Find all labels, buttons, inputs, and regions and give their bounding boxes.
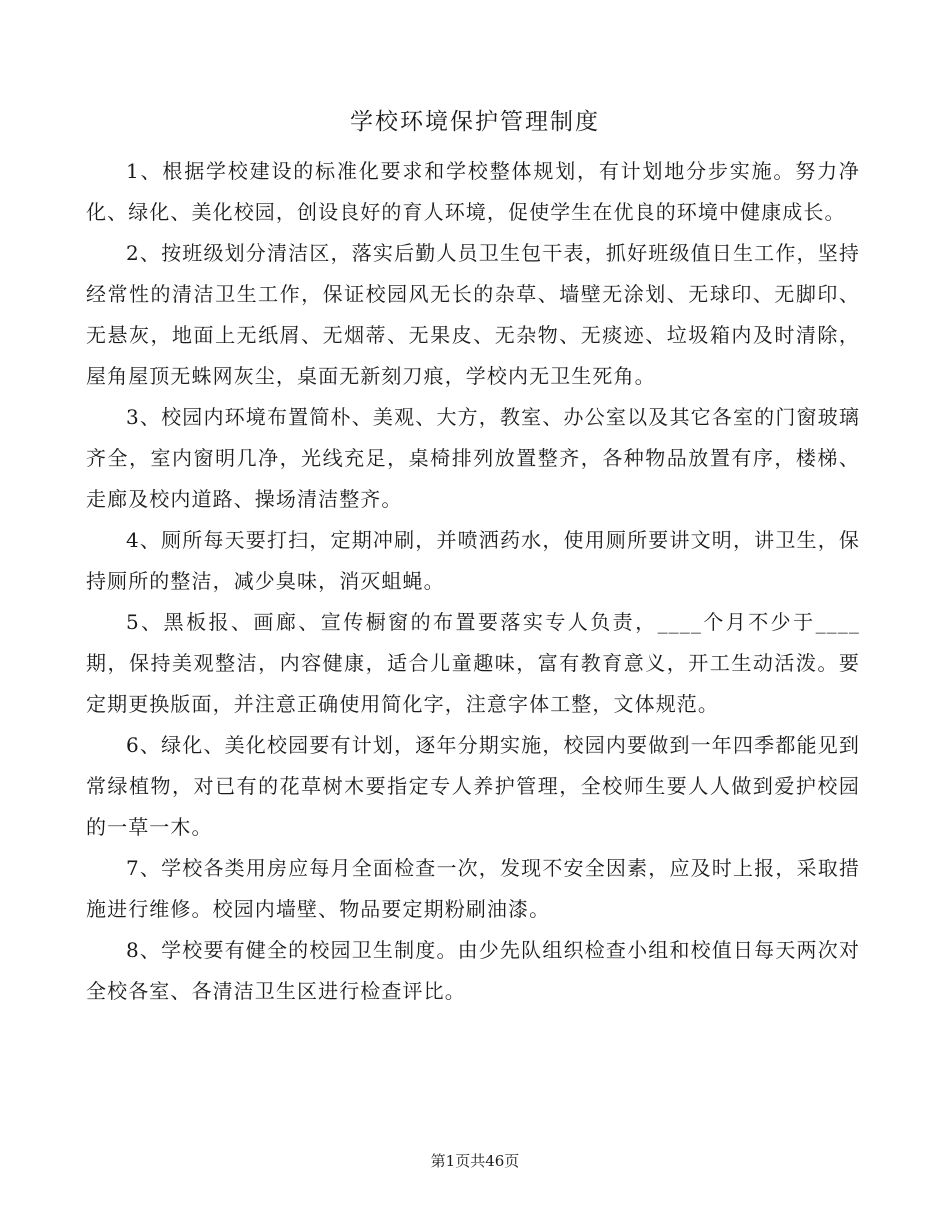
- paragraph-5: 5、黑板报、画廊、宣传橱窗的布置要落实专人负责，____个月不少于____期，保持美观整洁，内容健康，适合儿童趣味，富有教育意义，开工生动活泼。要定期更换版面，并注意正确使用简化字，注意字体工整，文体规范。: [86, 610, 860, 716]
- paragraph-7: 7、学校各类用房应每月全面检查一次，发现不安全因素，应及时上报，采取措施进行维修。校园内墙壁、物品要定期粉刷油漆。: [86, 856, 860, 921]
- paragraph-2: 2、按班级划分清洁区，落实后勤人员卫生包干表，抓好班级值日生工作，坚持经常性的清洁卫生工作，保证校园风无长的杂草、墙壁无涂划、无球印、无脚印、无悬灰，地面上无纸屑、无烟蒂、无果皮、无杂物、无痰迹、垃圾箱内及时清除，屋角屋顶无蛛网灰尘，桌面无新刻刀痕，学校内无卫生死角。: [86, 241, 860, 388]
- page-number: 第1页共46页: [430, 1152, 520, 1170]
- paragraph-6: 6、绿化、美化校园要有计划，逐年分期实施，校园内要做到一年四季都能见到常绿植物，对已有的花草树木要指定专人养护管理，全校师生要人人做到爱护校园的一草一木。: [86, 733, 860, 839]
- document-body: [86, 151, 860, 1012]
- paragraph-1: 1、根据学校建设的标准化要求和学校整体规划，有计划地分步实施。努力净化、绿化、美化校园，创设良好的育人环境，促使学生在优良的环境中健康成长。: [86, 159, 860, 224]
- paragraph-8: 8、学校要有健全的校园卫生制度。由少先队组织检查小组和校值日每天两次对全校各室、各清洁卫生区进行检查评比。: [86, 938, 860, 1003]
- paragraph-4: 4、厕所每天要打扫，定期冲刷，并喷洒药水，使用厕所要讲文明，讲卫生，保持厕所的整洁，减少臭味，消灭蛆蝇。: [86, 528, 860, 593]
- document-title: 学校环境保护管理制度: [350, 109, 600, 135]
- paragraph-3: 3、校园内环境布置简朴、美观、大方，教室、办公室以及其它各室的门窗玻璃齐全，室内窗明几净，光线充足，桌椅排列放置整齐，各种物品放置有序，楼梯、走廊及校内道路、操场清洁整齐。: [86, 405, 860, 511]
